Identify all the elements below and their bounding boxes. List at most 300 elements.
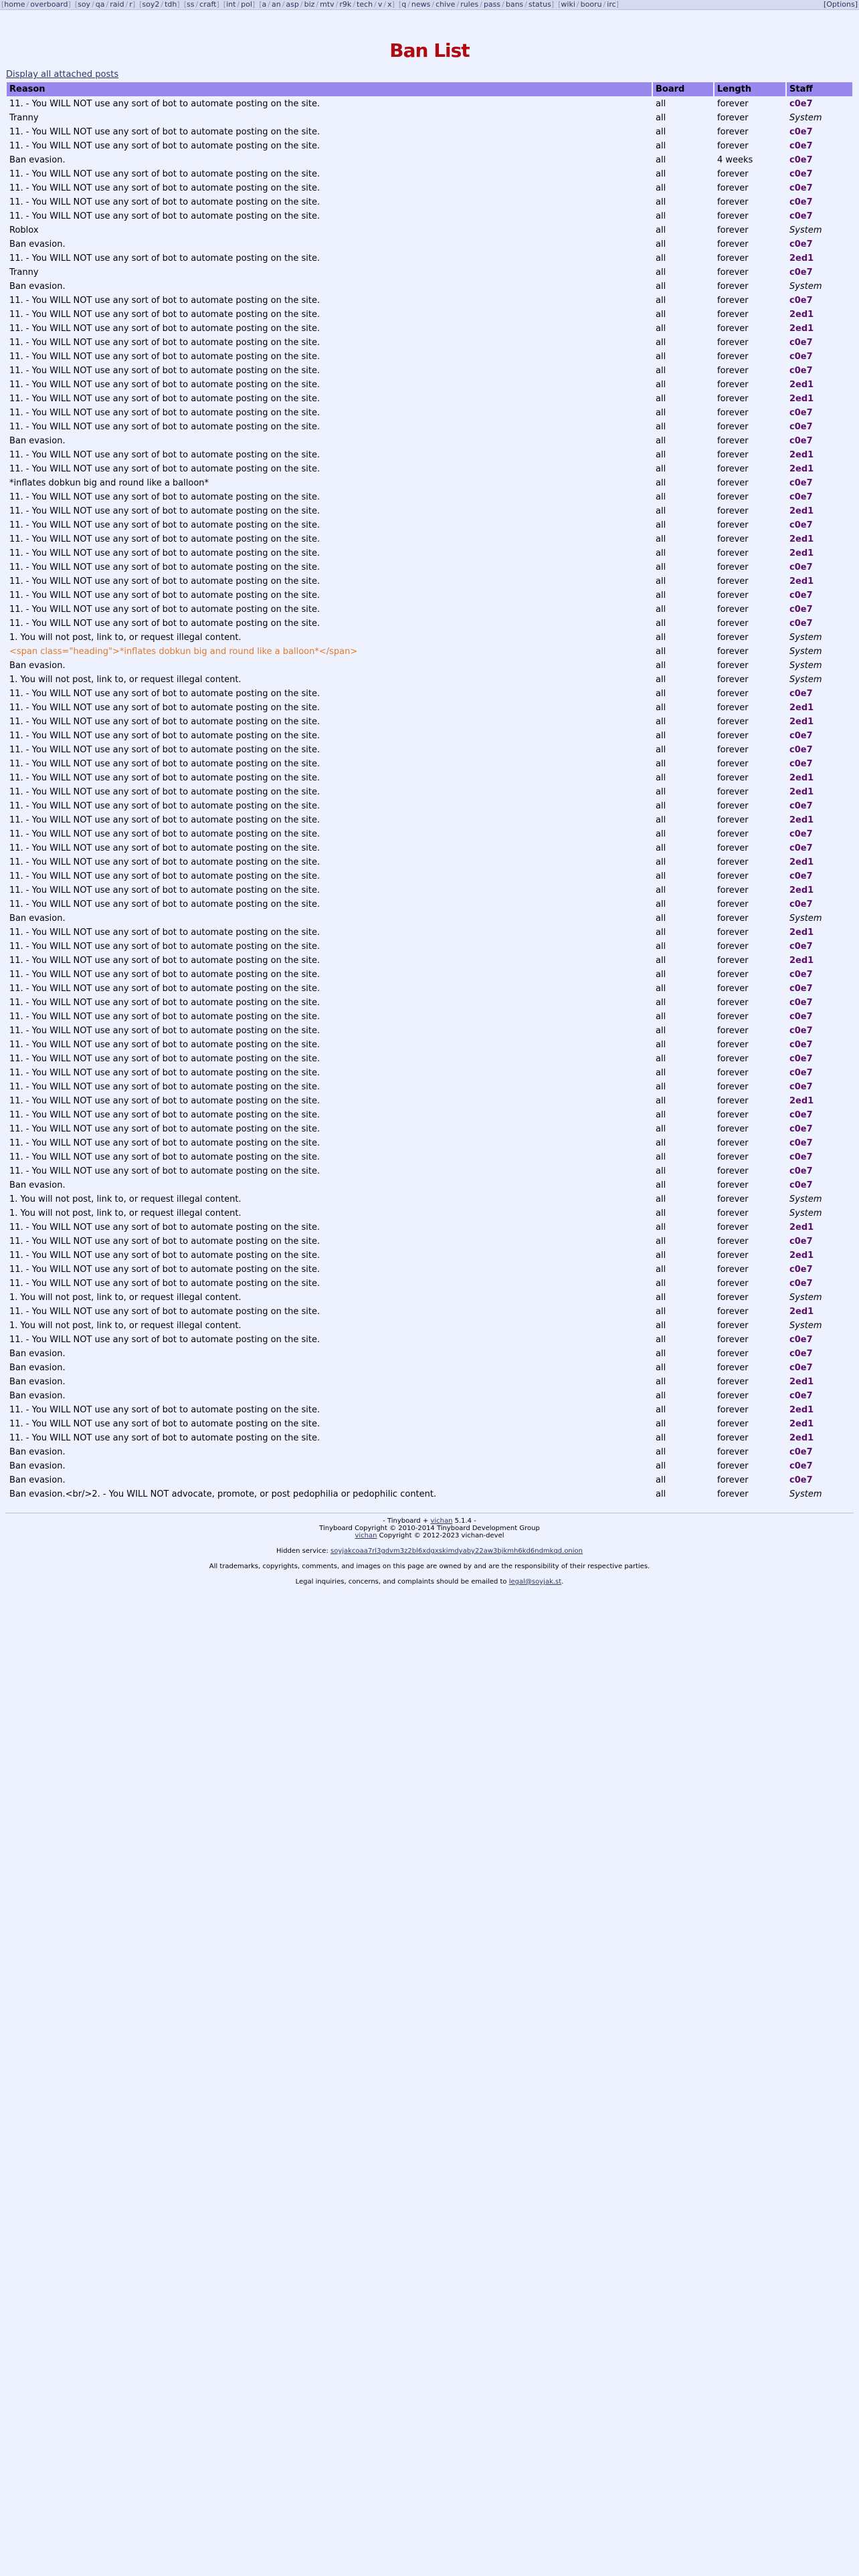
ban-staff-cell [787,435,852,447]
board-link-pol[interactable]: pol [241,0,252,9]
ban-length: forever [717,1433,749,1443]
table-row[interactable] [7,828,852,841]
ban-staff: c0e7 [789,478,813,488]
table-row[interactable] [7,1333,852,1346]
ban-staff-cell [787,870,852,883]
board-group [558,0,623,9]
ban-length: forever [717,506,749,516]
ban-board: all [656,380,666,390]
nav-separator: / [161,0,164,9]
board-link-wiki[interactable]: wiki [561,0,575,9]
nav-separator: / [456,0,460,9]
footer-legal: Legal inquiries, concerns, and complaints should be emailed to legal@soyjak.st. [295,1578,564,1586]
ban-staff-cell [787,772,852,784]
ban-reason: 11. - You WILL NOT use any sort of bot to automate posting on the site. [9,352,320,362]
ban-staff-cell [787,758,852,770]
table-row[interactable] [7,1081,852,1093]
table-row[interactable] [7,926,852,939]
table-row[interactable] [7,1249,852,1262]
ban-reason: 1. You will not post, link to, or request illegal content. [9,1194,242,1204]
table-row[interactable] [7,350,852,363]
table-row[interactable] [7,1165,852,1178]
ban-board: all [656,843,666,853]
ban-staff: 2ed1 [789,787,814,797]
table-row[interactable] [7,98,852,110]
ban-staff: c0e7 [789,1026,813,1036]
ban-staff-cell [787,379,852,391]
table-row[interactable] [7,1418,852,1430]
ban-staff: System [789,1194,822,1204]
ban-board: all [656,1433,666,1443]
ban-length: forever [717,885,749,895]
table-row[interactable] [7,112,852,124]
table-row[interactable] [7,575,852,588]
ban-board: all [656,113,666,123]
table-row[interactable] [7,898,852,911]
ban-staff-cell [787,1333,852,1346]
table-row[interactable] [7,603,852,616]
table-row[interactable] [7,1432,852,1444]
board-link-biz[interactable]: biz [304,0,315,9]
board-link-booru[interactable]: booru [580,0,602,9]
table-row[interactable] [7,1474,852,1487]
table-row[interactable] [7,435,852,447]
table-row[interactable] [7,1067,852,1079]
ban-staff: c0e7 [789,899,813,909]
table-row[interactable] [7,421,852,433]
board-link-qa[interactable]: qa [95,0,105,9]
table-row[interactable] [7,547,852,560]
ban-reason: 11. - You WILL NOT use any sort of bot to automate posting on the site. [9,815,320,825]
board-link-asp[interactable]: asp [286,0,299,9]
ban-staff-cell [787,1390,852,1402]
table-row[interactable] [7,940,852,953]
options-button[interactable]: [Options] [823,0,858,9]
table-row[interactable] [7,1362,852,1374]
table-row[interactable] [7,1376,852,1388]
ban-staff-cell [787,898,852,911]
ban-board: all [656,787,666,797]
table-row[interactable] [7,1305,852,1318]
ban-staff-cell [787,1488,852,1501]
table-row[interactable] [7,1053,852,1065]
ban-board: all [656,520,666,530]
ban-board: all [656,562,666,572]
ban-board: all [656,548,666,558]
ban-staff: c0e7 [789,801,813,811]
board-link-v[interactable]: v [377,0,383,9]
ban-reason: 11. - You WILL NOT use any sort of bot to automate posting on the site. [9,99,320,109]
ban-length: forever [717,141,749,151]
ban-board: all [656,1489,666,1499]
ban-staff: c0e7 [789,843,813,853]
table-row[interactable] [7,1179,852,1192]
ban-length: forever [717,338,749,348]
ban-reason: 11. - You WILL NOT use any sort of bot to automate posting on the site. [9,1405,320,1415]
table-row[interactable] [7,154,852,167]
ban-board: all [656,1293,666,1303]
board-link-overboard[interactable]: overboard [30,0,68,9]
ban-reason: 11. - You WILL NOT use any sort of bot to automate posting on the site. [9,619,320,629]
ban-staff-cell [787,407,852,419]
ban-length: forever [717,1026,749,1036]
nav-separator: / [268,0,270,9]
ban-staff-cell [787,519,852,532]
board-group [1,0,75,9]
ban-length: forever [717,956,749,966]
ban-staff: c0e7 [789,155,813,165]
table-row[interactable] [7,996,852,1009]
table-row[interactable] [7,800,852,813]
ban-length: forever [717,113,749,123]
ban-board: all [656,155,666,165]
ban-reason: 11. - You WILL NOT use any sort of bot to automate posting on the site. [9,1433,320,1443]
ban-reason: 11. - You WILL NOT use any sort of bot to automate posting on the site. [9,1138,320,1148]
table-row[interactable] [7,716,852,728]
table-row[interactable] [7,1221,852,1234]
ban-board: all [656,759,666,769]
board-link-irc[interactable]: irc [607,0,616,9]
ban-length: forever [717,787,749,797]
ban-staff: c0e7 [789,998,813,1008]
ban-board: all [656,324,666,334]
ban-staff: c0e7 [789,1040,813,1050]
ban-staff-cell [787,673,852,686]
table-row[interactable] [7,224,852,237]
table-row[interactable] [7,280,852,293]
ban-board: all [656,576,666,586]
ban-staff-cell [787,996,852,1009]
table-row[interactable] [7,1095,852,1107]
table-row[interactable] [7,1010,852,1023]
header-reason[interactable]: Reason [7,82,652,96]
ban-staff-cell [787,210,852,223]
table-row[interactable] [7,631,852,644]
ban-board: all [656,492,666,502]
ban-length: forever [717,267,749,278]
table-row[interactable] [7,491,852,504]
table-row[interactable] [7,463,852,475]
vichan-link[interactable]: vichan [430,1517,453,1525]
table-row[interactable] [7,210,852,223]
ban-board: all [656,647,666,657]
table-row[interactable] [7,196,852,209]
ban-board: all [656,703,666,713]
ban-reason: Ban evasion. [9,1447,66,1457]
ban-staff: c0e7 [789,1391,813,1401]
nav-separator: / [335,0,339,9]
ban-staff: System [789,113,822,123]
ban-board: all [656,815,666,825]
nav-separator: / [300,0,303,9]
table-row[interactable] [7,252,852,265]
ban-length: forever [717,773,749,783]
board-link-soy2[interactable]: soy2 [142,0,160,9]
ban-length: forever [717,380,749,390]
ban-staff-cell [787,1446,852,1459]
table-row[interactable] [7,1277,852,1290]
ban-reason: Ban evasion. [9,1363,66,1373]
header-board[interactable]: Board [653,82,713,96]
ban-staff: c0e7 [789,1447,813,1457]
ban-board: all [656,310,666,320]
board-link-tech[interactable]: tech [357,0,373,9]
ban-length: forever [717,1012,749,1022]
table-row[interactable] [7,308,852,321]
ban-staff-cell [787,968,852,981]
ban-reason: Tranny [9,267,39,278]
table-row[interactable] [7,477,852,490]
ban-reason: Ban evasion. [9,239,66,249]
table-row[interactable] [7,322,852,335]
ban-staff-cell [787,1221,852,1234]
header-staff[interactable]: Staff [787,82,852,96]
ban-staff: c0e7 [789,605,813,615]
ban-staff: c0e7 [789,1363,813,1373]
ban-board: all [656,984,666,994]
nav-separator: / [432,0,435,9]
table-row[interactable] [7,1488,852,1501]
board-group [259,0,399,9]
display-attached-posts-link[interactable]: Display all attached posts [6,70,119,80]
ban-staff: c0e7 [789,1054,813,1064]
table-row[interactable] [7,814,852,827]
ban-staff: 2ed1 [789,1222,814,1232]
ban-length: forever [717,1082,749,1092]
table-row[interactable] [7,673,852,686]
table-row[interactable] [7,393,852,405]
ban-staff: 2ed1 [789,380,814,390]
board-group [139,0,184,9]
ban-length: forever [717,647,749,657]
table-row[interactable] [7,1123,852,1136]
board-link-int[interactable]: int [226,0,236,9]
ban-board: all [656,1391,666,1401]
ban-length: forever [717,324,749,334]
table-row[interactable] [7,856,852,869]
table-row[interactable] [7,140,852,152]
ban-board: all [656,506,666,516]
ban-staff-cell [787,547,852,560]
ban-staff: 2ed1 [789,815,814,825]
ban-reason: <span class="heading">*inflates dobkun big and round like a balloon*</span> [9,647,358,657]
table-row[interactable] [7,1039,852,1051]
vichan-devel-link[interactable]: vichan [355,1532,377,1539]
board-link-q[interactable]: q [401,0,407,9]
board-link-rules[interactable]: rules [460,0,479,9]
board-link-mtv[interactable]: mtv [320,0,335,9]
board-link-craft[interactable]: craft [199,0,217,9]
ban-staff: c0e7 [789,366,813,376]
table-row[interactable] [7,1151,852,1164]
ban-reason: 11. - You WILL NOT use any sort of bot to automate posting on the site. [9,984,320,994]
board-link-r[interactable]: r [129,0,132,9]
ban-staff-cell [787,1081,852,1093]
ban-board: all [656,1040,666,1050]
nav-separator: / [237,0,240,9]
ban-reason: 11. - You WILL NOT use any sort of bot to automate posting on the site. [9,885,320,895]
table-row[interactable] [7,744,852,756]
table-row[interactable] [7,1235,852,1248]
table-row[interactable] [7,842,852,855]
ban-reason: 11. - You WILL NOT use any sort of bot to automate posting on the site. [9,998,320,1008]
table-row[interactable] [7,702,852,714]
table-row[interactable] [7,238,852,251]
table-row[interactable] [7,1446,852,1459]
ban-staff: c0e7 [789,492,813,502]
table-row[interactable] [7,561,852,574]
board-link-tdh[interactable]: tdh [165,0,177,9]
table-row[interactable] [7,505,852,518]
table-header-row [7,82,852,96]
ban-length: forever [717,1166,749,1176]
board-link-a[interactable]: a [262,0,267,9]
ban-board: all [656,1026,666,1036]
ban-staff: 2ed1 [789,1419,814,1429]
ban-staff-cell [787,140,852,152]
board-link-x[interactable]: x [387,0,392,9]
ban-staff-cell [787,98,852,110]
nav-separator: / [524,0,528,9]
table-row[interactable] [7,982,852,995]
legal-email-link[interactable]: legal@soyjak.st [508,1578,562,1586]
ban-staff: c0e7 [789,141,813,151]
board-link-ss[interactable]: ss [186,0,195,9]
board-link-raid[interactable]: raid [110,0,124,9]
ban-staff: c0e7 [789,1138,813,1148]
table-row[interactable] [7,617,852,630]
table-row[interactable] [7,884,852,897]
ban-board: all [656,1377,666,1387]
header-length[interactable]: Length [714,82,785,96]
table-row[interactable] [7,954,852,967]
board-link-pass[interactable]: pass [483,0,501,9]
table-row[interactable] [7,1193,852,1206]
ban-staff: System [789,1321,822,1331]
table-row[interactable] [7,1263,852,1276]
ban-length: forever [717,675,749,685]
ban-staff-cell [787,393,852,405]
ban-reason: 11. - You WILL NOT use any sort of bot to automate posting on the site. [9,773,320,783]
ban-staff-cell [787,1109,852,1121]
ban-board: all [656,661,666,671]
ban-length: forever [717,576,749,586]
table-row[interactable] [7,336,852,349]
ban-staff: 2ed1 [789,928,814,938]
ban-staff-cell [787,112,852,124]
board-link-r9k[interactable]: r9k [339,0,352,9]
table-row[interactable] [7,533,852,546]
ban-reason: 11. - You WILL NOT use any sort of bot to automate posting on the site. [9,310,320,320]
ban-length: forever [717,619,749,629]
table-row[interactable] [7,659,852,672]
table-row[interactable] [7,168,852,181]
table-row[interactable] [7,912,852,925]
table-row[interactable] [7,589,852,602]
table-row[interactable] [7,786,852,798]
table-row[interactable] [7,182,852,195]
ban-reason: 11. - You WILL NOT use any sort of bot to automate posting on the site. [9,253,320,263]
page-title: Ban List [389,39,470,62]
board-link-home[interactable]: home [4,0,25,9]
ban-length: forever [717,899,749,909]
table-row[interactable] [7,1390,852,1402]
ban-length: forever [717,914,749,924]
table-row[interactable] [7,968,852,981]
ban-staff: c0e7 [789,1349,813,1359]
table-row[interactable] [7,687,852,700]
board-link-an[interactable]: an [271,0,281,9]
ban-length: forever [717,464,749,474]
table-row[interactable] [7,519,852,532]
ban-staff-cell [787,364,852,377]
ban-length: forever [717,225,749,235]
table-row[interactable] [7,364,852,377]
board-link-soy[interactable]: soy [78,0,91,9]
board-link-status[interactable]: status [529,0,551,9]
hidden-service-link[interactable]: soyjakcoaa7rl3gdvm3z2bl6xdgxskimdyaby22aw3bjkmh6kd6ndmkqd.onion [330,1547,583,1555]
table-row[interactable] [7,1460,852,1473]
ban-staff: 2ed1 [789,703,814,713]
board-group [75,0,139,9]
ban-board: all [656,1419,666,1429]
table-row[interactable] [7,772,852,784]
nav-separator: / [195,0,199,9]
table-row[interactable] [7,407,852,419]
ban-reason: 11. - You WILL NOT use any sort of bot to automate posting on the site. [9,464,320,474]
ban-reason: 11. - You WILL NOT use any sort of bot to automate posting on the site. [9,787,320,797]
ban-reason: 11. - You WILL NOT use any sort of bot to automate posting on the site. [9,520,320,530]
ban-length: forever [717,970,749,980]
table-row[interactable] [7,1348,852,1360]
ban-reason: 11. - You WILL NOT use any sort of bot to automate posting on the site. [9,1026,320,1036]
table-row[interactable] [7,1319,852,1332]
table-row[interactable] [7,1404,852,1416]
table-row[interactable] [7,758,852,770]
board-link-bans[interactable]: bans [505,0,524,9]
ban-board: all [656,225,666,235]
board-link-news[interactable]: news [411,0,431,9]
table-row[interactable] [7,645,852,658]
ban-staff: 2ed1 [789,717,814,727]
table-row[interactable] [7,1291,852,1304]
table-row[interactable] [7,266,852,279]
table-row[interactable] [7,126,852,138]
ban-staff-cell [787,252,852,265]
ban-staff-cell [787,1249,852,1262]
ban-length: forever [717,394,749,404]
table-row[interactable] [7,1137,852,1150]
table-row[interactable] [7,1109,852,1121]
ban-staff-cell [787,1305,852,1318]
ban-board: all [656,422,666,432]
footer-copyright-vichan: vichan Copyright © 2012-2023 vichan-devel [355,1532,504,1539]
table-row[interactable] [7,449,852,461]
ban-staff-cell [787,1291,852,1304]
ban-board: all [656,998,666,1008]
table-row[interactable] [7,1207,852,1220]
table-row[interactable] [7,870,852,883]
table-row[interactable] [7,379,852,391]
table-row[interactable] [7,730,852,742]
ban-staff: 2ed1 [789,1377,814,1387]
ban-length: forever [717,1138,749,1148]
ban-board: all [656,1321,666,1331]
board-link-chive[interactable]: chive [436,0,456,9]
ban-staff: c0e7 [789,1110,813,1120]
table-row[interactable] [7,1025,852,1037]
table-row[interactable] [7,294,852,307]
